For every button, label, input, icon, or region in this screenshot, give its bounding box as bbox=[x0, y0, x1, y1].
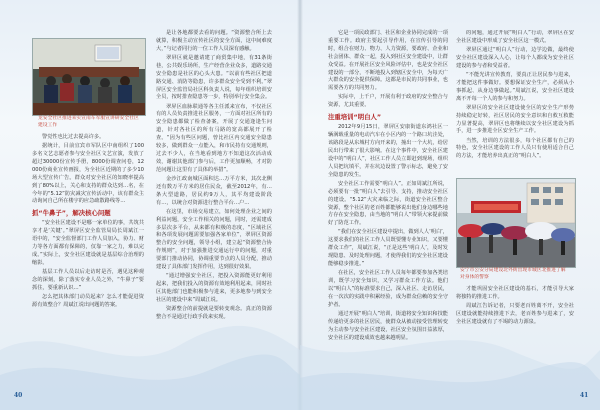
paragraph: 安全社区工作需要“明白人”。正如周斌江所说，必须要有一批“明白人”去引导、支持，推动安全社区的建设。“5.12”大灾来临之际，街道安全社区整合资源，整个社区的老百姓都能够说出他们身边哪些地方存在安全隐患，由当地的“明白人”带领大家提前做好了防范工作。 bbox=[328, 180, 448, 227]
right-page bbox=[300, 0, 600, 410]
meeting-photo bbox=[32, 38, 146, 116]
paragraph: 实际中，上千户，开展有利于政府的安全整合与资源，尤其重要。 bbox=[328, 94, 448, 109]
paragraph: 翠屏区就是邀请建了商贸集中地，有31条街巷，公共娱乐场所，生产经营企业众多，道路交通安全隐患是社区的心头大患。“以前有些社区把道路交通、消防等隐患，许多群众安全受到不利。”翠屏区安全监管局社区科负责人说，每年组织培训安全员，按时排查隐患等一步，特别举行安全集会。 bbox=[156, 54, 272, 101]
left-column-2 bbox=[156, 30, 272, 323]
page-number-left: 40 bbox=[14, 392, 23, 399]
paragraph: 2012年9月15日，翠屏区安康街道东鸿社区一辆满载重量的电动汽车在小区内的一个路口坑洼处，该路段是从东城村方向开来的，撞出一个大坑，给居民出行带来了很大影响。在这个事件中，安全社区建设中的“明白人”，社区工作人员立即赶到现场，组织人员把坑填平，并在坑边设置了警示标志，避免了安全隐患的发生。 bbox=[328, 124, 448, 178]
paragraph: “安全社区建设不是哪一家单位的事，共筑共享才是‘关键’。”翠屏区安全监管局局长周斌江一语中的，“安全监督部门工作人员加入，协力、财力等各方面都有保障的，仅靠一家之力，难以完成。”实际上，安全社区建设就是基层综合治理的缩影。 bbox=[32, 220, 144, 266]
paragraph: 据统计，目前宜宾市军队区中南组织了100多名文艺志愿者参与安全社区文艺宣演，发放了超过30000份宣传手册，8000份调查问卷，12000份商业宣传画报，为全社区近期的了多少10场大型宣传广告。群众对安全社区的知晓率提高到了80%以上，关心和支持的群众达到…名，在今年的“5.12”防灾减灾宣传活动中，该有群众主动询问自己所在楼宇的应急疏散路线等… bbox=[32, 143, 144, 205]
paragraph: 资源整合的前提就是要转变观念。真正的资源整合不是通过行政手段来实现。 bbox=[156, 305, 272, 320]
section-heading: 注重培训“明白人” bbox=[328, 113, 382, 122]
right-column-3 bbox=[328, 30, 448, 344]
paragraph: 警觉性也比过去提高许多。 bbox=[42, 134, 105, 140]
paragraph: 在这里，市场交易建立，如何处理企业之间的利益问题，安全工作相关的问题，同时，还需建成多层次多平台，从来都有积极的态度，“区域社区和各项发展问题需要加强各家单位”，翠屏区资源整合的安全问题，领导小组，建立起“资源整合协作规则”，对于加强推进交通运行中的问题，对重要部门推动协同，协调重要节点的人员分配，推动建设了具体部门发挥作用，达到很好效果。 bbox=[156, 208, 272, 271]
paragraph: “通过增强安全社区，把投入资源能更好利用起来，把我们投入的资源有效地利用起来，同时社区其他部门也能积极参与进来，更多地参与到安全社区的建设中来”周斌江说。 bbox=[156, 273, 272, 303]
paragraph: 在社区，安全社区工作人员每年都要参加各类培训，既学习安全知识，又学习群众工作方法。他们以“明白人”的标准要求自己，深入社区、走访居民，在一次次的实践中积累经验，成为群众信赖的安全守护者。 bbox=[328, 270, 448, 308]
paragraph: 金沙江政南城区面积达…万平方米，其次北侧还有数万平方米的居住民众，截至2012年，有…条大型道路，居民约9万人，其平均建设阶段有…，以统合对资源进行整合平台…户… bbox=[156, 175, 272, 206]
paragraph: 翠屏区的安全社区建设使全区的安全生产形势持续稳定好转，社区居民的安全意识和自救互救能力显著提高，翠屏区也将继续以安全社区建设为抓手，进一步推进全区安全生产工作。 bbox=[456, 104, 574, 135]
paragraph: 是让各地都要去看的问题。“资源整合所上去就算，积极主动宣传社区的安全方面，这中间难度大，”与记者同行的一位工作人员深有感触。 bbox=[156, 30, 272, 52]
paragraph: 周斌江告诉记者，只要老百姓离不开，安全社区建设就能持续推进下去，老百姓参与进来了，安全社区建设就有了不竭的动力源泉。 bbox=[456, 303, 574, 325]
left-column-1 bbox=[32, 134, 144, 311]
paragraph: 当然，培训的方法很多，每个社区都有自己的特色，安全社区建设的工作人员只有使用适合自己的方法，才能培养出真正的“明白人”。 bbox=[456, 137, 574, 160]
paragraph: 它是一项民政部门、社区和企业协同完成的一项重要工作。政府主要起引导作用，在宣传引导的同时，组合在财力、物力、人力资源，要政府、企业和社会团体、群众一起，投入到社区安全建设中，让群众受益。在开展社区安全风险评估中，也是安全社区建设的一部分，不断地投入到辖区安全中，为每天广大群众的安全提供保障。这都是市民的共同事业，也需要各方的共同努力。 bbox=[328, 30, 448, 92]
right-column-4-top bbox=[456, 30, 574, 174]
paragraph: 才能巩固安全社区建设的基石，才能引导大家将独特的推进工作。 bbox=[456, 286, 574, 300]
street-photo-caption: 安宁市公安分局建设北外街出现市城区北推进了解对身体的警察 bbox=[460, 268, 566, 280]
paragraph: 怎么把其体部门动员起来？怎么才能促进资源有效整合？周斌江说出问题的答案。 bbox=[32, 293, 144, 308]
paragraph: 基层工作人员以后走访时是否，遇见这种观念的深刻，除了落实专业人员之外，“牛鼻子”要抓住，要重新认识…” bbox=[32, 268, 144, 291]
section-heading: 抓“牛鼻子”，解决核心问题 bbox=[32, 209, 111, 218]
paragraph: “不能光讲宣传教育，要真正让居民参与进来，才能把这件事做好。要想保证安全生产，必须从小事抓起、从身边事做起。”周斌江说，安全社区建设离不开每一个人的参与和努力。 bbox=[456, 71, 574, 102]
page-number-right: 41 bbox=[580, 392, 589, 399]
paragraph: 通过开展“明白人”培训，街道将安全知识和技能传递给更多的社区居民，使群众从被动接受管理转变为主动参与安全社区建设，社区安全氛围日益浓厚，安全社区的建设成效也越来越明显。 bbox=[328, 310, 448, 341]
right-column-4-bottom bbox=[456, 286, 574, 328]
paragraph: “我们在安全社区建设中提出，做到人人‘明白’，这要求我们的社区工作人员既要懂专业知识，又要懂群众工作”，周斌江说，“正是这些‘明白人’，及时发现隐患、及时处理问题，才使得我们的安全社区建设能够稳步推进。” bbox=[328, 229, 448, 268]
meeting-photo-caption: 龙安全社区推进来实宣南车军服宣讲研安全社区建设工作 bbox=[38, 116, 139, 128]
paragraph: 翠屏区通过“明白人”行动，边学边做，最终使安全社区建设深入人心，让每个人都成为安全社区建设的参与者和受益者。 bbox=[456, 47, 574, 69]
paragraph: 翠屏区血脉联通等各主任派来宣布，不仅社区有的人员负责推进社区服务，一方面对社区所有的安全隐患都做了检查备案，开展了交通逢逢生问道，针对各社区的所有马路的宽高都展开了检查。“因为有些区问题，曾比社区内交通安全隐患较多，做到群众一点能入，和市民持有交通规则，过去不少人，在当地看到地方不知道这次活动成效，谢谢其他部门参与后，工作更加顺畅，才对防范问题让这里有了具体的举措”。 bbox=[156, 103, 272, 173]
paragraph: 的问题，通过开展“明白人”行动，翠屏区在安全社区建设中形成了安全社区这一模式。 bbox=[456, 30, 574, 44]
street-event-photo bbox=[456, 178, 576, 268]
